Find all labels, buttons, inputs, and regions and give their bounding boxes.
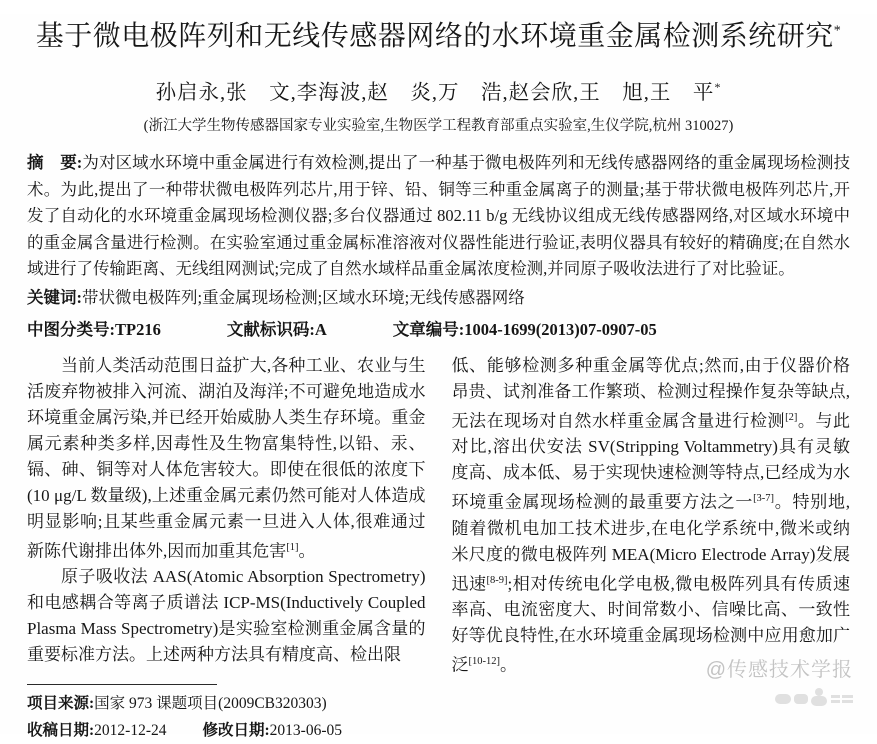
- authors-names: 孙启永,张 文,李海波,赵 炎,万 浩,赵会欣,王 旭,王 平: [155, 82, 715, 104]
- paragraph-text: 低、能够检测多种重金属等优点;然而,由于仪器价格昂贵、试剂准备工作繁琐、检测过程操作复杂等缺点,无法在现场对自然水样重金属含量进行检测: [451, 355, 850, 431]
- dates-line: [27, 717, 457, 744]
- abstract-block: [27, 150, 850, 283]
- body-paragraph-methods: [27, 564, 426, 668]
- clc-value: TP216: [115, 319, 161, 339]
- watermark-text: @传感技术学报: [705, 659, 853, 681]
- project-source-line: [27, 690, 457, 717]
- document-code: [227, 320, 327, 339]
- watermark: [706, 653, 853, 708]
- body-columns: [27, 353, 850, 680]
- article-id-value: 1004-1699(2013)07-0907-05: [464, 319, 657, 339]
- article-id-label: 文章编号:: [392, 319, 465, 339]
- paragraph-text: 。: [500, 656, 517, 676]
- keywords-text: 带状微电极阵列;重金属现场检测;区域水环境;无线传感器网络: [82, 287, 525, 307]
- authors-line: [27, 75, 850, 105]
- citation-ref-2: [2]: [785, 411, 798, 423]
- received-date-label: 收稿日期:: [27, 722, 95, 740]
- citation-ref-8-9: [8-9]: [486, 574, 508, 586]
- paper-title: [27, 14, 850, 54]
- footnote-divider: [27, 684, 217, 685]
- citation-ref-3-7: [3-7]: [753, 493, 775, 505]
- keywords-label: 关键词:: [27, 287, 82, 307]
- project-source-label: 项目来源:: [27, 695, 95, 713]
- citation-ref-1: [1]: [286, 541, 299, 553]
- paragraph-text: 当前人类活动范围日益扩大,各种工业、农业与生活废弃物被排入河流、湖泊及海洋;不可避免地造成水环境重金属污染,并已经开始威胁人类生存环境。重金属元素种类多样,因毒性及生物富集特性,以铅、汞、镉、砷、铜等对人体危害较大。即使在很低的浓度下(10 μg/L 数量级),上述重金属元素仍然可能对人体造成明显影响;且某些重金属元素一旦进入人体,很难通过新陈代谢排出体外,因而加重其危害: [27, 355, 426, 561]
- affiliation-line: (浙江大学生物传感器国家专业实验室,生物医学工程教育部重点实验室,生仪学院,杭州 310027): [143, 118, 734, 134]
- paper-title-text: 基于微电极阵列和无线传感器网络的水环境重金属检测系统研究: [35, 21, 834, 52]
- document-code-value: A: [314, 319, 327, 339]
- paragraph-text: 。: [298, 541, 316, 561]
- body-paragraph-continued: [452, 353, 851, 680]
- paragraph-text: 原子吸收法 AAS(Atomic Absorption Spectrometry)和电感耦合等离子质谱法 ICP-MS(Inductively Coupled Plasma Mass Spectrometry)是实验室检测重金属含量的重要标准方法。上述两种方法具有精度高、检出限: [27, 567, 426, 665]
- project-source-value: 国家 973 课题项目(2009CB320303): [94, 695, 327, 713]
- received-date-value: 2012-12-24: [94, 722, 167, 740]
- abstract-label: 摘 要:: [27, 153, 83, 172]
- body-paragraph-intro: [27, 353, 426, 565]
- right-column: [452, 353, 851, 680]
- clc-label: 中图分类号:: [27, 319, 115, 339]
- revised-date-value: 2013-06-05: [269, 722, 342, 740]
- document-code-label: 文献标识码:: [226, 319, 315, 339]
- revised-date-label: 修改日期:: [202, 722, 270, 740]
- abstract-text: 为对区域水环境中重金属进行有效检测,提出了一种基于微电极阵列和无线传感器网络的重金属现场检测技术。为此,提出了一种带状微电极阵列芯片,用于锌、铅、铜等三种重金属离子的测量;基于带状微电极阵列芯片,开发了自动化的水环境重金属现场检测仪器;多台仪器通过 802.11 b/g 无线协议组成无线传感器网络,对区域水环境中的重金属含量进行检测。在实验室通过重金属标准溶液对仪器性能进行验证,表明仪器具有较好的精确度;在自然水域进行了传输距离、无线组网测试;完成了自然水域样品重金属浓度检测,并同原子吸收法进行了对比验证。: [27, 153, 851, 278]
- paragraph-text: 。特别地,随着微机电加工技术进步,在电化学系统中,微米或纳米尺度的微电极阵列 MEA(Micro Electrode Array)发展迅速: [451, 492, 851, 594]
- corresponding-author-marker: *: [714, 80, 722, 95]
- article-id: [393, 320, 657, 339]
- title-footnote-marker: *: [833, 23, 842, 39]
- footnote-block: [27, 684, 457, 744]
- watermark-logo-icon: [775, 686, 853, 708]
- paragraph-text: ;相对传统电化学电极,微电极阵列具有传质速率高、电流密度大、时间常数小、信噪比高、一致性好等优良特性,在水环境重金属现场检测中应用愈加广泛: [451, 574, 850, 676]
- classification-line: [27, 316, 850, 340]
- citation-ref-10-12: [10-12]: [468, 656, 500, 668]
- keywords-line: [27, 285, 850, 311]
- clc-number: [27, 320, 161, 339]
- paper-page: [0, 14, 877, 740]
- paragraph-text: 。与此对比,溶出伏安法 SV(Stripping Voltammetry)具有灵敏度高、成本低、易于实现快速检测等特点,已经成为水环境重金属现场检测的最重要方法之一: [451, 411, 851, 512]
- left-column: [27, 353, 426, 680]
